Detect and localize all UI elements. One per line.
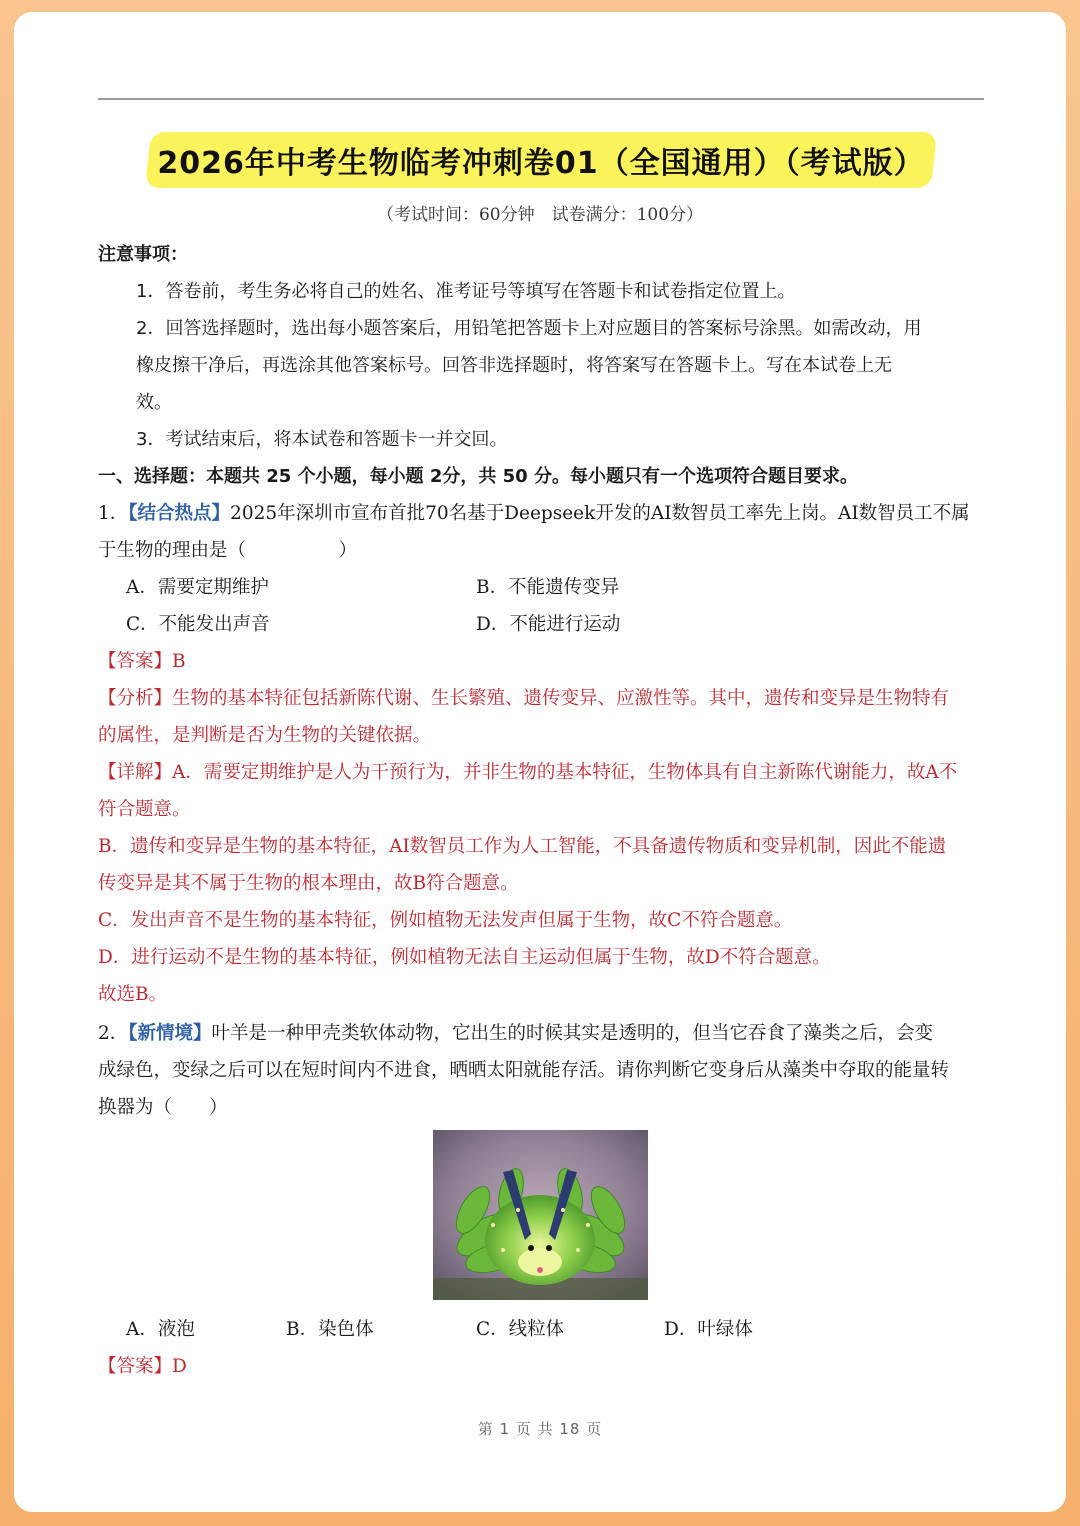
leaf-sheep-photo xyxy=(433,1130,648,1300)
top-divider xyxy=(98,98,984,100)
notice-item-2-line-1: 2．回答选择题时，选出每小题答案后，用铅笔把答题卡上对应题目的答案标号涂黑。如需改动，用 xyxy=(136,318,922,339)
question-number: 2． xyxy=(98,1023,129,1044)
question-2-option-c: C．线粒体 xyxy=(476,1319,565,1340)
exam-info: （考试时间：60分钟 试卷满分：100分） xyxy=(376,205,704,225)
question-1-detail-b-line-1: B．遗传和变异是生物的基本特征，AI数智员工作为人工智能，不具备遗传物质和变异机制，因此不能遗 xyxy=(98,836,947,857)
question-1-option-b: B．不能遗传变异 xyxy=(476,577,620,598)
answer-value: D xyxy=(172,1356,187,1377)
question-1-conclusion: 故选B。 xyxy=(98,984,168,1005)
document-page xyxy=(14,12,1066,1512)
question-1-detail-b-line-2: 传变异是其不属于生物的根本理由，故B符合题意。 xyxy=(98,873,519,894)
analysis-text: 生物的基本特征包括新陈代谢、生长繁殖、遗传变异、应激性等。其中，遗传和变异是生物特有 xyxy=(172,688,950,709)
question-2-option-a: A．液泡 xyxy=(126,1319,195,1340)
notice-item-1: 1．答卷前，考生务必将自己的姓名、准考证号等填写在答题卡和试卷指定位置上。 xyxy=(136,281,796,302)
question-1-detail-line-2: 符合题意。 xyxy=(98,799,191,820)
question-1-detail-line-1 xyxy=(98,758,957,784)
question-1-answer xyxy=(98,647,186,673)
question-1-option-a: A．需要定期维护 xyxy=(126,577,269,598)
question-2-option-b: B．染色体 xyxy=(286,1319,374,1340)
section-heading: 一、选择题：本题共 25 个小题，每小题 2分，共 50 分。每小题只有一个选项符合题目要求。 xyxy=(98,466,858,487)
question-2-stem-line-1 xyxy=(98,1019,933,1045)
question-1-option-c: C．不能发出声音 xyxy=(126,614,270,635)
answer-label: 【答案】 xyxy=(98,1356,173,1377)
question-tag: 【结合热点】 xyxy=(128,503,231,524)
notice-item-3: 3．考试结束后，将本试卷和答题卡一并交回。 xyxy=(136,429,508,450)
question-2-option-d: D．叶绿体 xyxy=(664,1319,753,1340)
notice-item-2-line-2: 橡皮擦干净后，再选涂其他答案标号。回答非选择题时，将答案写在答题卡上。写在本试卷上无 xyxy=(136,355,892,376)
question-1-analysis-line-2: 的属性，是判断是否为生物的关键依据。 xyxy=(98,725,432,746)
notice-item-2-line-3: 效。 xyxy=(136,392,172,413)
question-1-analysis-line-1 xyxy=(98,684,949,710)
question-1-detail-c: C．发出声音不是生物的基本特征，例如植物无法发声但属于生物，故C不符合题意。 xyxy=(98,910,793,931)
analysis-label: 【分析】 xyxy=(98,688,173,709)
question-1-detail-d: D．进行运动不是生物的基本特征，例如植物无法自主运动但属于生物，故D不符合题意。 xyxy=(98,947,831,968)
question-1-stem-line-1 xyxy=(98,499,970,525)
notice-heading: 注意事项： xyxy=(98,244,188,265)
question-number: 1． xyxy=(98,503,129,524)
question-1-option-d: D．不能进行运动 xyxy=(476,614,621,635)
detail-label: 【详解】 xyxy=(98,762,173,783)
page-number: 第 1 页 共 18 页 xyxy=(477,1420,603,1438)
detail-text: A．需要定期维护是人为干预行为，并非生物的基本特征，生物体具有自主新陈代谢能力，故A不 xyxy=(172,762,958,783)
question-tag: 【新情境】 xyxy=(128,1023,212,1044)
page-title: 2026年中考生物临考冲刺卷01（全国通用）（考试版） xyxy=(157,146,925,181)
answer-label: 【答案】 xyxy=(98,651,173,672)
question-text: 叶羊是一种甲壳类软体动物，它出生的时候其实是透明的，但当它吞食了藻类之后，会变 xyxy=(211,1023,934,1044)
question-2-answer xyxy=(98,1352,187,1378)
question-text: 2025年深圳市宣布首批70名基于Deepseek开发的AI数智员工率先上岗。AI数智员工不属 xyxy=(230,503,970,524)
question-1-stem-line-2: 于生物的理由是（ ） xyxy=(98,540,358,561)
question-2-stem-line-3: 换器为（ ） xyxy=(98,1097,228,1118)
answer-value: B xyxy=(172,651,186,672)
question-2-stem-line-2: 成绿色，变绿之后可以在短时间内不进食，晒晒太阳就能存活。请你判断它变身后从藻类中夺取的能量转 xyxy=(98,1060,950,1081)
